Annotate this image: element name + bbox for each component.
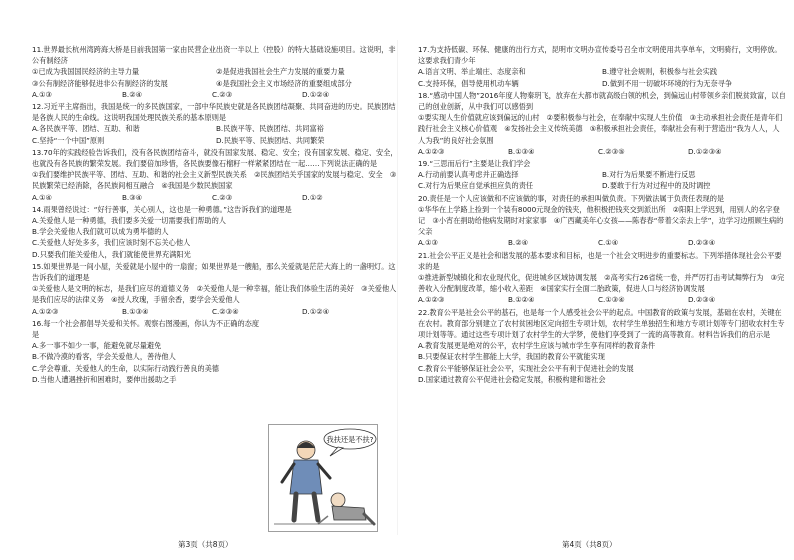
option-list	[32, 89, 400, 100]
option: D.做到不用一切破坏环境的行为无奈寻争	[602, 78, 733, 88]
option: C.关爱他人好处多多，我们应该时刻不忘关心他人	[32, 238, 191, 248]
elderly-man-head	[331, 493, 345, 507]
statement-list: ①推进新型城镇化和农业现代化，促进城乡区域协调发展 ②高考实行26省统一卷，并严厉打击考试舞弊行为 ③完善收入分配制度改革，缩小收入差距 ④国家实行全面二胎政策，促进人口与经济协调发展	[418, 273, 785, 294]
option: D.②③④	[688, 238, 716, 248]
question-16	[32, 318, 264, 385]
option: D.①②③④	[688, 146, 722, 156]
option: D.①②④	[302, 306, 330, 316]
option-list	[418, 66, 786, 88]
cartoon-illustration	[268, 424, 378, 532]
option: B.②④	[508, 238, 529, 248]
option: C.②③⑤	[598, 146, 625, 156]
statement: ③公有制经济能够促进非公有制经济的发展	[32, 78, 168, 88]
question-stem: 14.雨果曾经说过：“好行善事，关心别人，这也是一种勇德。”这告诉我们的道理是	[32, 204, 292, 214]
question-20	[418, 193, 786, 249]
option: D.当他人遭遇挫折和困难时，要伸出援助之手	[32, 374, 177, 384]
question-stem: 22.教育公平是社会公平的基石，也是每一个人感受社会公平的起点。中国教育的政策与发展，基础在农村，关键在在农村。教育部分别建立了农村贫困地区定向招生专项计划，农村学生单独招生和地方专项计划等专门招收农村生专项计划等等。通过这些专项计划了农村学生的大学梦，使他们享受到了一流的高等教育。材料告诉我们的启示是	[418, 307, 785, 340]
option: D.要敢于行为对过程中的及时调控	[602, 181, 711, 191]
option-list	[418, 169, 786, 191]
option: C.教育公平能够保证社会公平，实现社会公平有利于促进社会的发展	[418, 363, 634, 373]
option: B.①②④	[508, 295, 535, 305]
option: A.多一事不如少一事，能避免就尽量避免	[32, 341, 162, 351]
option: A.①②③	[32, 306, 59, 316]
option-list	[418, 294, 786, 305]
option: D.国家通过教育公平促进社会稳定发展，积极构建和谐社会	[418, 374, 606, 384]
option: A.教育发展更是绝对的公平，农村学生应该与城市学生享有同样的教育条件	[418, 341, 656, 351]
option: B.③④	[122, 192, 143, 202]
option: A.语言文明、举止端庄、态度亲和	[418, 67, 526, 77]
option: A.关爱他人是一种勇德，我们要多关爱一切需要我们帮助的人	[32, 216, 226, 226]
option: D.①②④	[302, 89, 330, 99]
question-stem: 18.“感动中国人物”2016年度人物秦玥飞，放弃在大都市就高级白领的机会，到偏远山村带领乡亲们脱贫致富，以自己的创业创新，从中我们可以感悟到	[418, 90, 786, 112]
statement: ④是我国社会主义市场经济的重要组成部分	[216, 78, 352, 88]
question-stem: 20.责任是一个人应该做和不应该做的事，对责任的承担叫做负责。下列做法属于负责任表现的是	[418, 193, 725, 203]
option: B.遵守社会规则，积极参与社会实践	[602, 67, 718, 77]
option: D.②③④	[688, 295, 716, 305]
question-stem: 11.世界最长杭州湾跨海大桥是目前我国第一家由民营企业出资一半以上（控股）的特大基础设施项目。这说明，非公有制经济	[32, 45, 396, 66]
question-19	[418, 158, 786, 192]
question-22	[418, 307, 786, 385]
question-stem: 12.习近平主席指出，我国是统一的多民族国家，一部中华民族史就是各民族团结凝聚、共同奋进的历史。民族团结是各族人民的生命线。这说明我国处理民族关系的基本原则是	[32, 102, 396, 123]
right-page	[418, 44, 786, 386]
option: C.②③④	[212, 306, 239, 316]
option: C.坚持“一个中国”原则	[32, 135, 105, 145]
question-15	[32, 261, 400, 317]
option: C.支持环保，倡导使用机动车辆	[418, 78, 519, 88]
left-page	[32, 44, 400, 386]
option: B.②④	[122, 89, 143, 99]
option: C.对行为后果应自觉承担应负的责任	[418, 181, 534, 191]
cartoon-caption: 我扶还是不扶?	[326, 435, 374, 444]
question-18	[418, 90, 786, 157]
option: B.不做冷漠的看客，学会关爱他人，善待他人	[32, 352, 176, 362]
question-12	[32, 101, 400, 146]
statement-list: ①关爱他人是文明的标志，是我们应尽的道德义务 ②关爱他人是一种幸福，能让我们体验生活的美好 ③关爱他人是我们应尽的法律义务 ④授人玫瑰，手留余香，要学会关爱他人	[32, 284, 397, 305]
question-14	[32, 204, 400, 260]
option: B.只要保证农村学生都能上大学，我国的教育公平就能实现	[418, 352, 605, 362]
option: A.①②③	[418, 146, 445, 156]
option: C.学会尊重、关爱他人的生命，以实际行动践行善良的美德	[32, 363, 219, 373]
statement: ②是促进我国社会生产力发展的重要力量	[216, 67, 345, 77]
question-stem: 15.如果世界是一间小屋，关爱就是小屋中的一扇窗；如果世界是一艘船，那么关爱就是茫茫大海上的一盏明灯。这告诉我们的道理是	[32, 261, 396, 283]
statement-list: ①要实现人生价值就应该到偏远的山村 ②要积极参与社会，在奉献中实现人生价值 ③主动承担社会责任是青年们践行社会主义核心价值观 ④发扬社会主义传统美德 ⑤积极承担社会责任，奉献社会有利于营造出“我为人人，人人为我”的良好社会氛围	[418, 113, 783, 145]
question-stem: 19.“三思而后行”主要是让我们学会	[418, 159, 531, 169]
question-stem: 16.每一个社会都倡导关爱和关怀。观察右图漫画，你认为不正确的态度是	[32, 318, 260, 340]
option: A.行动前要认真考虑并正确选择	[418, 170, 519, 180]
option-list	[32, 192, 400, 203]
option-list	[418, 237, 786, 248]
option: B.①③④	[508, 146, 535, 156]
option: A.各民族平等、团结、互助、和谐	[32, 124, 140, 134]
option: C.②③	[212, 89, 233, 99]
question-17	[418, 44, 786, 89]
statement-list: ①我们要维护民族平等、团结、互助、和谐的社会主义新型民族关系 ②民族团结关乎国家的发展与稳定、安全 ③民族繁荣已经消除，各民族间相互融合 ④我国是少数民族国家	[32, 170, 397, 191]
question-stem: 13.70年的实践经验告诉我们，没有各民族团结奋斗，就没有国家发展、稳定、安全；没有国家发展、稳定、安全，也就没有各民族的繁荣发展。我们要倍加珍惜，各民族要像石榴籽一样紧紧团结在一起……下列说法正确的是	[32, 147, 398, 169]
statement: ①已成为我国国民经济的主导力量	[32, 67, 140, 77]
option: C.②③	[212, 192, 233, 202]
option: A.①③	[418, 238, 438, 248]
option: A.①④	[32, 192, 52, 202]
statement-list	[32, 66, 400, 88]
option-list	[32, 306, 400, 317]
option: D.只要我们能关爱他人，我们就能使世界充满阳光	[32, 249, 191, 259]
question-11	[32, 44, 400, 100]
page-number-left: 第3页（共8页）	[178, 540, 233, 549]
question-21	[418, 250, 786, 306]
question-stem: 17.为支持低碳、环保、健康的出行方式，昆明市文明办宣传委号召全市文明使用共享单车，文明骑行，文明停放。这要求我们青少年	[418, 45, 782, 66]
option: B.民族平等、民族团结、共同富裕	[216, 124, 324, 134]
option: B.学会关爱他人我们就可以成为勇毕德的人	[32, 227, 169, 237]
option: B.①③④	[122, 306, 149, 316]
option: D.①②	[302, 192, 323, 202]
question-stem: 21.社会公平正义是社会和谐发展的基本要求和目标，也是一个社会文明进步的重要标志。下列举措体现社会公平要求的是	[418, 250, 782, 271]
question-13	[32, 147, 400, 203]
option-list	[418, 146, 786, 157]
option: B.对行为后果要不断进行反思	[602, 170, 696, 180]
option: A.①③	[32, 89, 52, 99]
option: A.①②③	[418, 295, 445, 305]
option: C.①④	[598, 238, 619, 248]
elderly-man-body	[332, 506, 366, 520]
statement-list: ①华华在上学路上捡到一个装有8000元现金的钱夹，他积极把钱夹交到派出所 ②阳阳上学迟到，用别人的名字登记 ③小宵在捐助给他病发期时对家家事 ④广西藏美年心女孩——陈春春“带着父亲去上学”，边学习边照顾生病的父亲	[418, 204, 784, 237]
option: C.①③④	[598, 295, 625, 305]
option: D.民族平等、民族团结、共同繁荣	[216, 135, 325, 145]
page-number-right: 第4页（共8页）	[562, 540, 617, 549]
option-list	[32, 123, 400, 145]
